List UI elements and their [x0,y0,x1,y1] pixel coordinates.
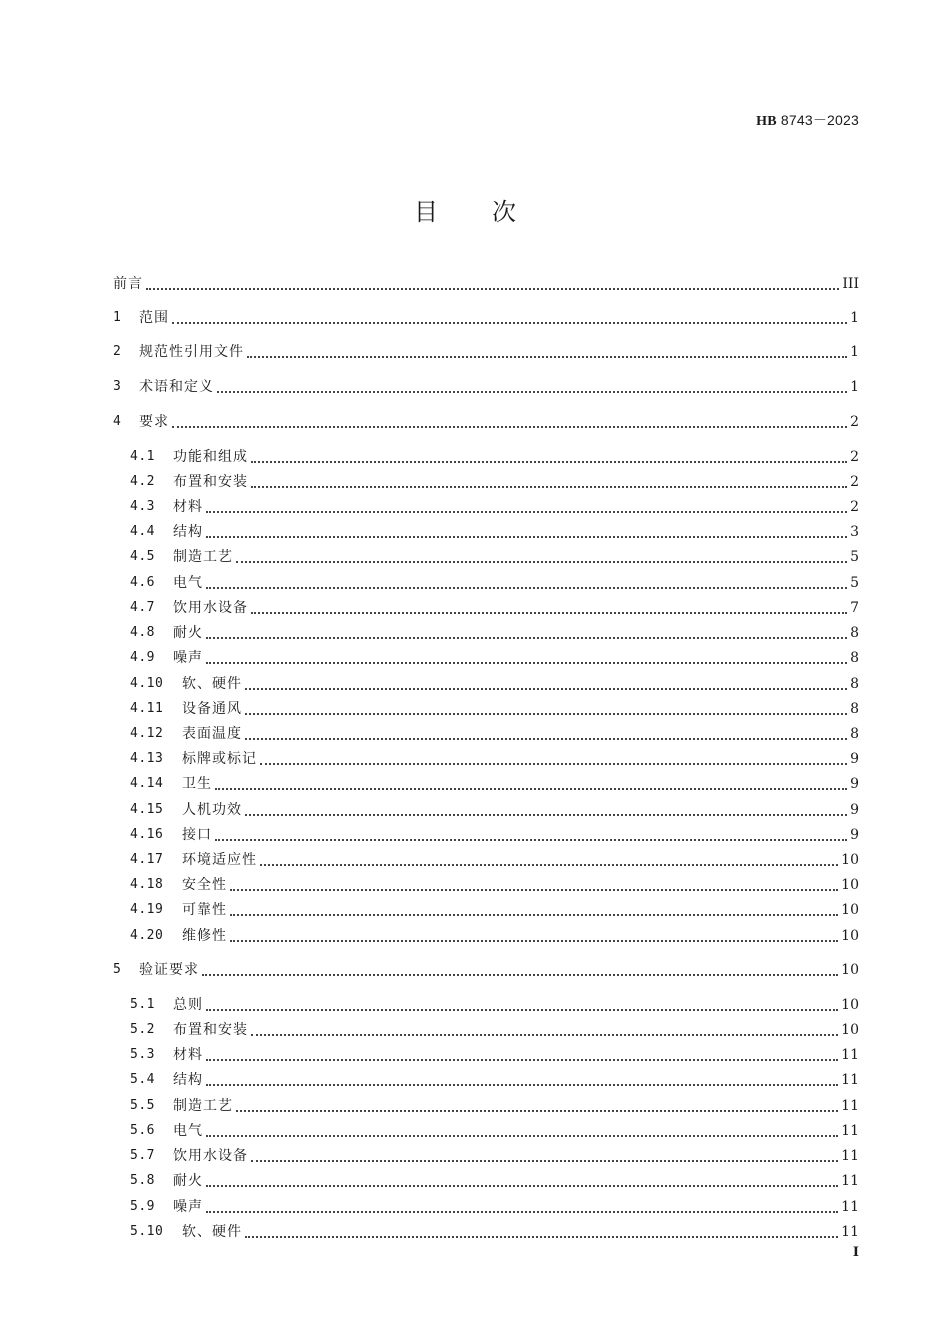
dot-leader [206,1134,838,1137]
toc-entry-number: 5.8 [130,1173,155,1188]
toc-entry-page: 3 [850,524,859,540]
dot-leader [206,661,847,664]
toc-entry-number: 5.1 [130,997,155,1012]
toc-entry-page: III [842,276,859,292]
toc-entry[interactable] [130,547,859,567]
toc-entry-label: 材料 [173,499,203,515]
toc-entry-label: 表面温度 [182,726,242,742]
toc-entry-label: 标牌或标记 [182,751,257,767]
dot-leader [236,1109,838,1112]
toc-entry-number: 4.19 [130,902,164,917]
page-title: 目次 [414,198,570,226]
toc-entry-page: 10 [841,1022,859,1038]
toc-entry-label: 结构 [173,1072,203,1088]
toc-entry-page: 11 [841,1098,859,1114]
toc-entry-number: 5.5 [130,1098,155,1113]
dot-leader [230,913,838,916]
toc-entry-label: 电气 [173,1123,203,1139]
toc-entry-label: 维修性 [182,928,227,944]
dot-leader [202,973,838,976]
toc-entry-number: 1 [113,310,122,325]
toc-entry-label: 布置和安装 [173,1022,248,1038]
toc-entry-page: 10 [841,997,859,1013]
toc-entry-number: 4.13 [130,751,164,766]
dot-leader [206,1008,838,1011]
dot-leader [236,560,847,563]
toc-entry-page: 9 [850,827,859,843]
toc-entry[interactable] [130,1070,859,1090]
dot-leader [245,1235,838,1238]
toc-entry-label: 耐火 [173,1173,203,1189]
toc-entry-page: 1 [850,344,859,360]
toc-entry-label: 范围 [139,310,169,326]
dot-leader [251,1033,838,1036]
toc-entry-number: 5 [113,962,122,977]
toc-entry-number: 4.7 [130,600,155,615]
toc-entry-page: 11 [841,1199,859,1215]
toc-entry-page: 2 [850,474,859,490]
toc-entry-page: 5 [850,575,859,591]
dot-leader [260,762,847,765]
toc-entry-number: 3 [113,379,122,394]
toc-entry-label: 前言 [113,276,143,292]
dot-leader [245,712,847,715]
dot-leader [230,939,838,942]
toc-entry[interactable] [113,342,859,362]
toc-entry[interactable] [130,1146,859,1166]
toc-entry-number: 5.7 [130,1148,155,1163]
toc-entry[interactable] [130,573,859,593]
page-number: I [852,1245,859,1260]
toc-entry[interactable] [130,1171,859,1191]
toc-entry[interactable] [130,995,859,1015]
toc-entry-label: 耐火 [173,625,203,641]
toc-entry-label: 软、硬件 [182,1224,242,1240]
toc-entry-number: 4.5 [130,549,155,564]
toc-entry-number: 4.17 [130,852,164,867]
toc-entry-number: 4.1 [130,449,155,464]
toc-entry[interactable] [130,875,859,895]
toc-entry[interactable] [130,1045,859,1065]
toc-entry-label: 饮用水设备 [173,600,248,616]
toc-entry-page: 9 [850,751,859,767]
dot-leader [206,535,847,538]
toc-entry-page: 2 [850,449,859,465]
toc-entry[interactable] [130,1197,859,1217]
toc-entry-label: 噪声 [173,1199,203,1215]
toc-entry-label: 可靠性 [182,902,227,918]
dot-leader [245,737,847,740]
toc-entry-page: 10 [841,928,859,944]
dot-leader [215,838,847,841]
toc-entry-number: 5.4 [130,1072,155,1087]
toc-entry-label: 人机功效 [182,802,242,818]
toc-entry-number: 5.10 [130,1224,164,1239]
toc-entry[interactable] [130,825,859,845]
toc-entry-page: 11 [841,1173,859,1189]
toc-entry-page: 8 [850,701,859,717]
toc-entry-page: 9 [850,776,859,792]
dot-leader [172,321,847,324]
toc-entry-number: 4.12 [130,726,164,741]
toc-entry-page: 8 [850,650,859,666]
toc-entry-number: 4.11 [130,701,164,716]
dot-leader [206,1184,838,1187]
toc-entry[interactable] [130,447,859,467]
dot-leader [251,611,847,614]
toc-entry[interactable] [130,522,859,542]
dot-leader [206,636,847,639]
toc-entry-number: 5.9 [130,1199,155,1214]
toc-entry-number: 4.8 [130,625,155,640]
toc-entry-number: 4.14 [130,776,164,791]
toc-entry-page: 11 [841,1148,859,1164]
toc-entry-number: 5.6 [130,1123,155,1138]
toc-entry[interactable] [130,472,859,492]
toc-entry[interactable] [130,900,859,920]
toc-entry-page: 10 [841,852,859,868]
toc-entry[interactable] [130,926,859,946]
dot-leader [230,888,838,891]
toc-entry-label: 术语和定义 [139,379,214,395]
dot-leader [172,425,847,428]
toc-entry-label: 接口 [182,827,212,843]
dot-leader [245,687,847,690]
dot-leader [217,390,847,393]
dot-leader [206,510,847,513]
toc-entry-label: 饮用水设备 [173,1148,248,1164]
toc-entry[interactable] [113,412,859,432]
toc-entry-label: 软、硬件 [182,676,242,692]
toc-entry-page: 8 [850,625,859,641]
toc-entry-number: 5.3 [130,1047,155,1062]
standard-code-number: 8743－2023 [776,112,859,128]
toc-entry[interactable] [130,1020,859,1040]
dot-leader [206,1058,838,1061]
toc-entry-number: 4.3 [130,499,155,514]
toc-entry[interactable] [130,774,859,794]
toc-entry[interactable] [130,724,859,744]
toc-entry-label: 规范性引用文件 [139,344,244,360]
dot-leader [247,355,847,358]
toc-entry[interactable] [113,274,859,294]
toc-entry-page: 1 [850,379,859,395]
toc-entry-page: 8 [850,676,859,692]
toc-entry-number: 4.18 [130,877,164,892]
toc-entry-number: 4.15 [130,802,164,817]
toc-entry[interactable] [130,1121,859,1141]
toc-entry-label: 噪声 [173,650,203,666]
toc-entry[interactable] [130,850,859,870]
toc-entry[interactable] [130,497,859,517]
toc-entry-page: 11 [841,1123,859,1139]
toc-entry-page: 1 [850,310,859,326]
toc-entry-page: 10 [841,902,859,918]
toc-entry-label: 材料 [173,1047,203,1063]
toc-entry-page: 5 [850,549,859,565]
dot-leader [206,1210,838,1213]
toc-entry-number: 2 [113,344,122,359]
toc-entry[interactable] [130,598,859,618]
toc-entry-page: 11 [841,1047,859,1063]
toc-entry-page: 7 [850,600,859,616]
toc-entry[interactable] [130,648,859,668]
toc-entry[interactable] [113,960,859,980]
toc-entry[interactable] [130,1096,859,1116]
toc-entry-page: 11 [841,1072,859,1088]
toc-entry-page: 9 [850,802,859,818]
toc-entry[interactable] [130,674,859,694]
toc-entry-number: 5.2 [130,1022,155,1037]
toc-entry-page: 8 [850,726,859,742]
dot-leader [260,863,838,866]
toc-entry-label: 结构 [173,524,203,540]
toc-entry-page: 10 [841,877,859,893]
dot-leader [146,287,839,290]
toc-entry[interactable] [130,1222,859,1242]
toc-entry-page: 2 [850,414,859,430]
dot-leader [245,813,847,816]
toc-entry-number: 4.16 [130,827,164,842]
toc-entry[interactable] [130,699,859,719]
toc-entry-label: 要求 [139,414,169,430]
dot-leader [251,460,847,463]
toc-entry-label: 安全性 [182,877,227,893]
toc-entry-label: 验证要求 [139,962,199,978]
standard-code-prefix: HB [756,114,777,129]
toc-entry-page: 10 [841,962,859,978]
dot-leader [206,1083,838,1086]
dot-leader [251,1159,838,1162]
toc-entry-number: 4.10 [130,676,164,691]
toc-entry-page: 11 [841,1224,859,1240]
toc-entry-number: 4.20 [130,928,164,943]
toc-entry-label: 制造工艺 [173,1098,233,1114]
toc-entry-number: 4.2 [130,474,155,489]
toc-entry[interactable] [113,377,859,397]
toc-entry-number: 4 [113,414,122,429]
toc-entry-label: 功能和组成 [173,449,248,465]
toc-entry-label: 卫生 [182,776,212,792]
toc-entry-label: 制造工艺 [173,549,233,565]
toc-entry-number: 4.6 [130,575,155,590]
toc-entry-label: 设备通风 [182,701,242,717]
toc-entry-label: 总则 [173,997,203,1013]
toc-entry-page: 2 [850,499,859,515]
toc-entry-number: 4.4 [130,524,155,539]
dot-leader [251,485,847,488]
dot-leader [206,586,847,589]
toc-entry-label: 电气 [173,575,203,591]
toc-entry-label: 环境适应性 [182,852,257,868]
toc-entry[interactable] [113,308,859,328]
toc-entry[interactable] [130,623,859,643]
toc-entry[interactable] [130,800,859,820]
toc-entry-number: 4.9 [130,650,155,665]
toc-entry-label: 布置和安装 [173,474,248,490]
toc-entry[interactable] [130,749,859,769]
dot-leader [215,787,847,790]
